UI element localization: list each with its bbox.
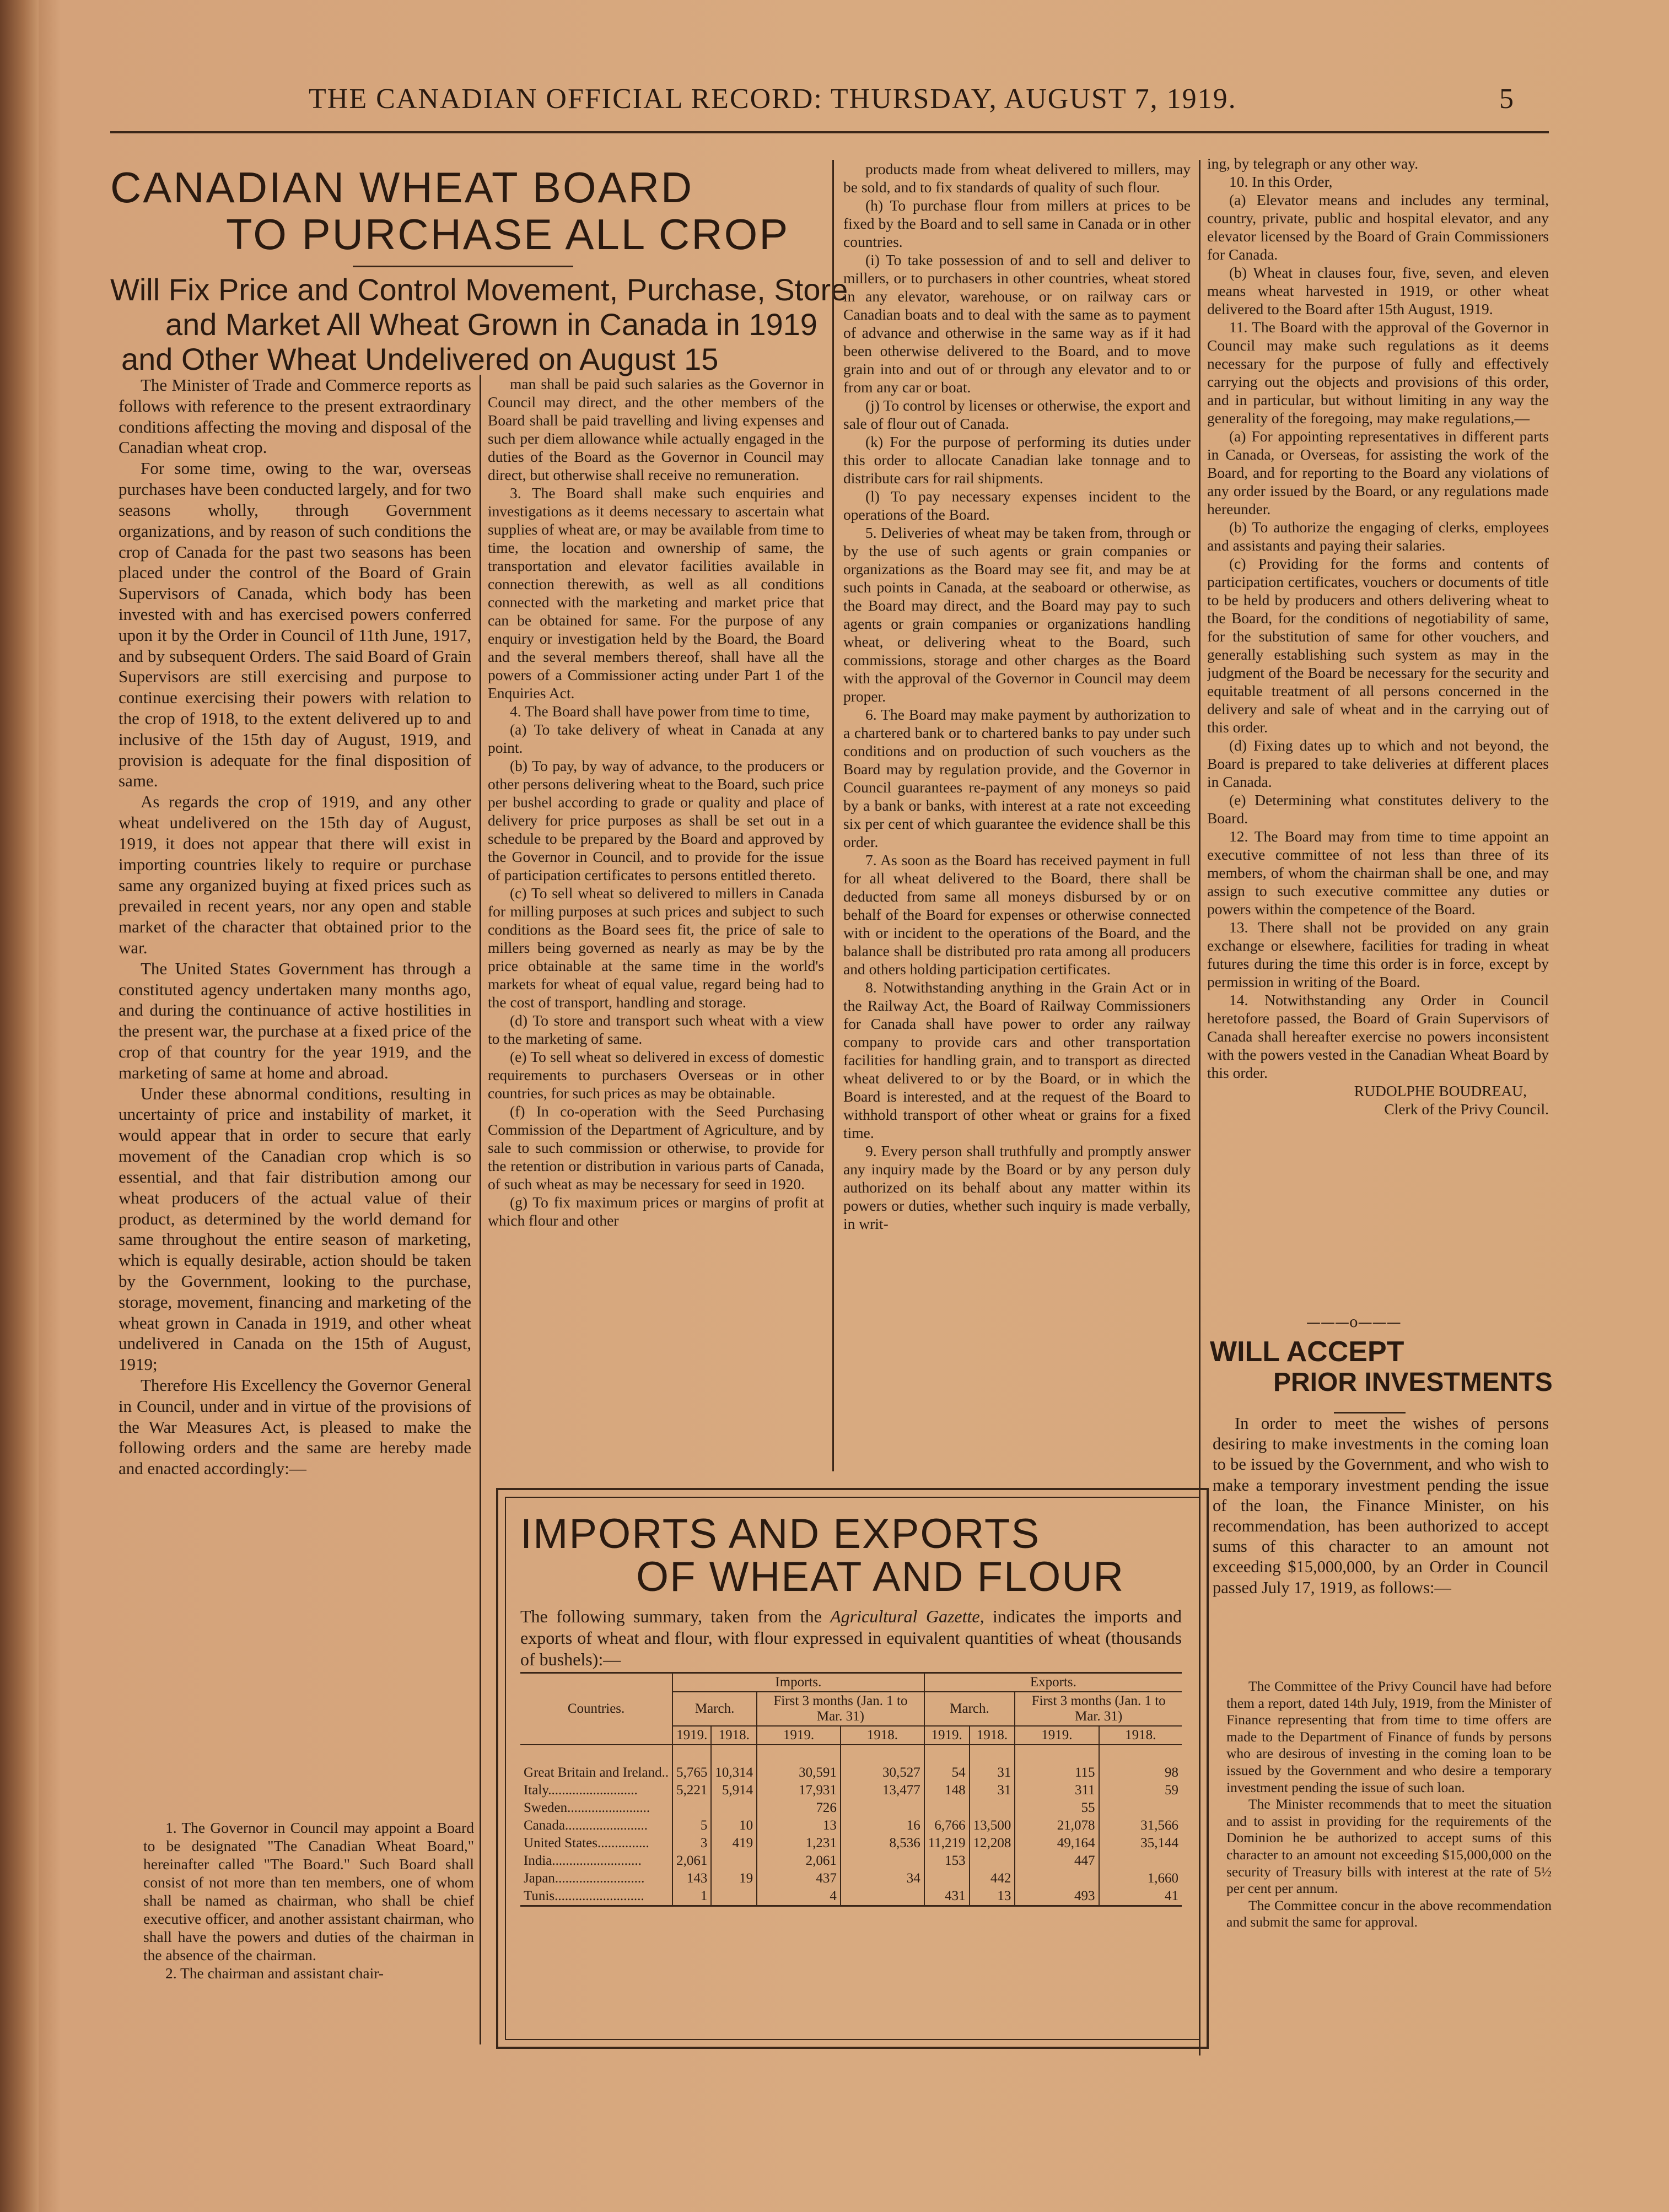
imports-march-header: March. <box>672 1692 757 1726</box>
value-cell: 35,144 <box>1099 1835 1182 1852</box>
paragraph: 14. Notwithstanding any Order in Council heretofore passed, the Board of Grain Supervisors of Canada shall hereafter exercise no powers inconsistent with the powers vested in the Canadian Wheat Board by this order. <box>1207 991 1549 1081</box>
value-cell: 5 <box>672 1817 711 1835</box>
country-cell: Canada........................ <box>524 1818 648 1833</box>
paragraph: (b) To authorize the engaging of clerks, employees and assistants and paying their salaries. <box>1207 519 1549 554</box>
paragraph: 11. The Board with the approval of the Governor in Council may make such regulations as it deems necessary for the purpose of fully and effectively carrying out the objects and provisions of this order, and in particular, but without limiting in any way the generality of the foregoing, may make regulations,— <box>1207 319 1549 427</box>
value-cell <box>841 1799 924 1817</box>
value-cell: 59 <box>1099 1782 1182 1799</box>
value-cell: 5,914 <box>711 1782 757 1799</box>
paragraph: 2. The chairman and assistant chair- <box>165 1965 384 1982</box>
country-cell: Sweden........................ <box>524 1800 650 1815</box>
paragraph: (a) To take delivery of wheat in Canada at any point. <box>488 721 824 756</box>
paragraph: (h) To purchase flour from millers at prices to be fixed by the Board and to sell same in Canada or in other countries. <box>843 197 1191 250</box>
table-row <box>520 1817 1182 1835</box>
table-row <box>520 1799 1182 1817</box>
paragraph: 12. The Board may from time to time appoint an executive committee of not less than three of its members, of whom the chairman shall be one, and may assign to such executive committee any duties or powers within the competence of the Board. <box>1207 828 1549 918</box>
paragraph: As regards the crop of 1919, and any other wheat undelivered on the 15th day of August, 1919, it does not appear that there will exist in importing countries likely to require or purchase same any organized buying at fixed prices such as prevailed in recent years, nor any open and stable market of the character that obtained prior to the war. <box>119 792 471 957</box>
paragraph: The Committee of the Privy Council have had before them a report, dated 14th July, 1919, from the Minister of Finance representing that from time to time offers are made to the Department of Finance of funds by persons who are desirous of investing in the coming loan to be issued by the Government and who desire a temporary investment pending the issue of such loan. <box>1226 1678 1552 1795</box>
paragraph: (a) For appointing representatives in different parts in Canada, or Overseas, for assisting the work of the Board, and for reporting to the Board any violations of any order issued by the Board, or any regulations made hereunder. <box>1207 428 1549 517</box>
country-cell: Japan.......................... <box>524 1871 645 1886</box>
article1-column1-order <box>143 1819 474 2055</box>
paragraph: (c) To sell wheat so delivered to millers in Canada for milling purposes at such prices and subject to such conditions as the Board sees fit, the price of sale to millers being governed as nearly as may be by the price obtainable at the same time in the world's markets for wheat of equal value, regard being had to the cost of transport, handling and storage. <box>488 884 824 1011</box>
paragraph: Therefore His Excellency the Governor General in Council, under and in virtue of the provisions of the War Measures Act, is pleased to make the following orders and the same are hereby made and enacted accordingly:— <box>119 1375 471 1479</box>
value-cell: 4 <box>757 1887 841 1906</box>
intro-source: Agricultural Gazette, <box>830 1606 984 1626</box>
country-cell: Tunis.......................... <box>520 1887 672 1906</box>
value-cell: 17,931 <box>757 1782 841 1799</box>
country-cell: United States............... <box>524 1836 649 1850</box>
value-cell <box>672 1799 711 1817</box>
article2-body <box>1213 1413 1549 1678</box>
article1-column1 <box>119 375 471 1819</box>
paragraph: (i) To take possession of and to sell and deliver to millers, or to purchasers in other countries, wheat stored in any elevator, warehouse, or on railway cars or Canadian boats and to deal with the same as to payment of advance and otherwise in the same way as if it had been otherwise delivered to the Board, and to move grain into and out of or through any elevator and to or from any car or boat. <box>843 251 1191 396</box>
article3-headline-line2: OF WHEAT AND FLOUR <box>636 1553 1125 1600</box>
value-cell <box>1099 1799 1182 1817</box>
imports-first3-header: First 3 months (Jan. 1 to Mar. 31) <box>757 1692 924 1726</box>
paragraph: (j) To control by licenses or otherwise, the export and sale of flour out of Canada. <box>843 397 1191 432</box>
paragraph: In order to meet the wishes of persons desiring to make investments in the coming loan to be issued by the Government, and who wish to make a temporary investment pending the issue of the loan, the Finance Minister, on his recommendation, has been authorized to accept sums of this character to an amount not exceeding $15,000,000, by an Order in Council passed July 17, 1919, as follows:— <box>1213 1414 1549 1597</box>
paragraph: The Committee concur in the above recommendation and submit the same for approval. <box>1226 1897 1552 1930</box>
value-cell: 143 <box>672 1870 711 1887</box>
article3-intro <box>520 1606 1182 1670</box>
table-body <box>520 1745 1182 1906</box>
country-cell: India.......................... <box>524 1853 642 1868</box>
headline-line1: CANADIAN WHEAT BOARD <box>110 163 694 212</box>
paragraph: 6. The Board may make payment by authorization to a chartered bank or to chartered banks to pay under such conditions and on production of such vouchers as the Board may by regulation provide, and the Governor in Council guarantees re-payment of any moneys so paid by a bank or banks, with interest at a rate not exceeding six per cent of which guarantee the evidence shall be this order. <box>843 706 1191 850</box>
paragraph: 8. Notwithstanding anything in the Grain Act or in the Railway Act, the Board of Railway Commissioners for Canada shall have power to order any railway company to provide cars and other transportation facilities for handling grain, and to transport as directed wheat delivered to or by the Board, or in which the Board is interested, and at the request of the Board to withhold transport of other wheat or grains for a fixed time. <box>843 979 1191 1141</box>
article1-column3 <box>843 160 1191 1477</box>
value-cell: 21,078 <box>1015 1817 1099 1835</box>
intro-text: The following summary, taken from the <box>520 1606 831 1626</box>
value-cell: 726 <box>757 1799 841 1817</box>
paragraph: (e) Determining what constitutes delivery to the Board. <box>1207 791 1549 827</box>
headline-line2: TO PURCHASE ALL CROP <box>226 210 790 258</box>
value-cell <box>924 1870 970 1887</box>
paragraph: 10. In this Order, <box>1229 173 1333 190</box>
value-cell: 98 <box>1099 1745 1182 1782</box>
column-rule-2 <box>832 160 834 1471</box>
signature-name: RUDOLPHE BOUDREAU, <box>1354 1082 1527 1099</box>
value-cell: 3 <box>672 1835 711 1852</box>
paragraph: man shall be paid such salaries as the Governor in Council may direct, and the other members of the Board shall be paid travelling and living expenses and such per diem allowance while actually engaged in the duties of the Board as the Governor in Council may direct, but otherwise shall receive no remuneration. <box>488 375 824 483</box>
countries-header: Countries. <box>520 1673 672 1745</box>
value-cell: 1 <box>672 1887 711 1906</box>
paragraph: (b) To pay, by way of advance, to the producers or other persons delivering wheat to the Board, such price per bushel according to grade or quality and place of delivery for price purposes as shall be set out in a schedule to be prepared by the Board and approved by the Governor in Council, and to provide for the issue of participation certificates to persons entitled thereto. <box>488 757 824 883</box>
table-row <box>520 1835 1182 1852</box>
value-cell: 1,231 <box>757 1835 841 1852</box>
running-head: THE CANADIAN OFFICIAL RECORD: THURSDAY, AUGUST 7, 1919. <box>309 83 1237 115</box>
year-header: 1919. <box>757 1726 841 1745</box>
value-cell: 115 <box>1015 1745 1099 1782</box>
column-rule-1 <box>480 375 481 2044</box>
value-cell: 437 <box>757 1870 841 1887</box>
value-cell: 1,660 <box>1099 1870 1182 1887</box>
intro-text: indicates the imports and exports of wheat and flour, with flour expressed in equivalent quantities of wheat (thousands of bushels):— <box>520 1606 1182 1670</box>
headline-rule <box>353 266 573 267</box>
signature-title: Clerk of the Privy Council. <box>1384 1100 1549 1118</box>
value-cell <box>841 1887 924 1906</box>
value-cell: 8,536 <box>841 1835 924 1852</box>
year-header: 1919. <box>672 1726 711 1745</box>
value-cell: 2,061 <box>672 1852 711 1870</box>
paragraph: For some time, owing to the war, overseas purchases have been conducted largely, and for two seasons wholly, through Government organizations, and by reason of such conditions the crop of Canada for the past two seasons has been placed under the control of the Board of Grain Supervisors of Canada, which body has been invested with and has exercised powers conferred upon it by the Order in Council of 11th June, 1917, and by subsequent Orders. The said Board of Grain Supervisors are still exercising and purpose to continue exercising their powers with relation to the crop of 1918, to the extent delivered up to and inclusive of the 15th day of August, 1919, and provision is adequate for the final disposition of same. <box>119 458 471 791</box>
paragraph: (d) To store and transport such wheat with a view to the marketing of same. <box>488 1012 824 1047</box>
paragraph: 5. Deliveries of wheat may be taken from, through or by the use of such agents or grain companies or organizations as the Board may see fit, and may be at such points in Canada, at the seaboard or otherwise, as the Board may direct, and the Board may pay to such agents or grain companies or organizations handling wheat, or delivering wheat to the Board, such commissions, storage and other charges as the Board with the approval of the Governor in Council may deem proper. <box>843 524 1191 705</box>
paragraph: 7. As soon as the Board has received payment in full for all wheat delivered to the Board, there shall be deducted from same all moneys disbursed by or on behalf of the Board for expenses or otherwise connected with or incident to the operations of the Board, and the balance shall be distributed pro rata among all producers and others holding participation certificates. <box>843 851 1191 978</box>
paragraph: (c) Providing for the forms and contents of participation certificates, vouchers or documents of title to be held by producers and others delivering wheat to the Board, for the conditions of negotiability of same, for the substitution of same for other vouchers, and generally establishing such system as may in the judgment of the Board be necessary for the security and equitable treatment of all persons concerned in the delivery and sale of wheat and in the carrying out of this order. <box>1207 555 1549 736</box>
table-row <box>520 1745 1182 1782</box>
paragraph: The Minister of Trade and Commerce reports as follows with reference to the present extraordinary conditions affecting the moving and disposal of the Canadian wheat crop. <box>119 375 471 457</box>
year-header: 1918. <box>970 1726 1015 1745</box>
deck-line2: and Market All Wheat Grown in Canada in 1919 <box>165 307 817 342</box>
value-cell <box>841 1852 924 1870</box>
value-cell <box>711 1887 757 1906</box>
value-cell: 16 <box>841 1817 924 1835</box>
table-row <box>520 1852 1182 1870</box>
value-cell: 13 <box>970 1887 1015 1906</box>
paragraph: 3. The Board shall make such enquiries and investigations as it deems necessary to ascertain what supplies of wheat are, or may be available from time to time, the location and ownership of same, the transportation and elevator facilities available in connection therewith, as well as all conditions connected with the marketing and market price that can be obtained for same. For the purpose of any enquiry or investigation held by the Board, the Board and the several members thereof, shall have all the powers of a Commissioner acting under Part 1 of the Enquiries Act. <box>488 484 824 702</box>
value-cell: 13,477 <box>841 1782 924 1799</box>
paragraph: 4. The Board shall have power from time to time, <box>510 703 810 720</box>
article1-column4 <box>1207 154 1549 1312</box>
year-header: 1918. <box>841 1726 924 1745</box>
value-cell: 442 <box>970 1870 1015 1887</box>
value-cell: 30,591 <box>757 1745 841 1782</box>
article1-column2 <box>488 375 824 1477</box>
article3-headline-line1: IMPORTS AND EXPORTS <box>520 1510 1041 1557</box>
country-cell: Great Britain and Ireland.. <box>524 1765 669 1780</box>
year-header: 1918. <box>711 1726 757 1745</box>
value-cell: 493 <box>1015 1887 1099 1906</box>
value-cell <box>1015 1870 1099 1887</box>
value-cell: 49,164 <box>1015 1835 1099 1852</box>
table-row <box>520 1887 1182 1906</box>
value-cell: 10 <box>711 1817 757 1835</box>
value-cell: 6,766 <box>924 1817 970 1835</box>
page-number: 5 <box>1499 83 1514 115</box>
year-header: 1919. <box>924 1726 970 1745</box>
exports-march-header: March. <box>924 1692 1015 1726</box>
value-cell: 153 <box>924 1852 970 1870</box>
value-cell: 13 <box>757 1817 841 1835</box>
value-cell: 5,221 <box>672 1782 711 1799</box>
article2-order <box>1226 1678 1552 2020</box>
value-cell: 311 <box>1015 1782 1099 1799</box>
value-cell <box>711 1852 757 1870</box>
paragraph: products made from wheat delivered to millers, may be sold, and to fix standards of quality of such flour. <box>843 160 1191 196</box>
value-cell <box>970 1799 1015 1817</box>
paragraph: 13. There shall not be provided on any grain exchange or elsewhere, facilities for trading in wheat futures during the time this order is in force, except by permission in writing of the Board. <box>1207 919 1549 990</box>
value-cell: 34 <box>841 1870 924 1887</box>
value-cell: 55 <box>1015 1799 1099 1817</box>
imports-header: Imports. <box>672 1673 924 1692</box>
paragraph: (a) Elevator means and includes any terminal, country, private, public and hospital elevator, and any elevator licensed by the Board of Grain Commissioners for Canada. <box>1207 191 1549 263</box>
value-cell: 447 <box>1015 1852 1099 1870</box>
paragraph: (e) To sell wheat so delivered in excess of domestic requirements to purchasers Overseas or in other countries, for such prices as may be obtainable. <box>488 1048 824 1102</box>
value-cell: 10,314 <box>711 1745 757 1782</box>
paragraph: 9. Every person shall truthfully and promptly answer any inquiry made by the Board or by any person duly authorized on its behalf about any matter within its powers or duties, whether such inquiry is made verbally, in writ- <box>843 1142 1191 1232</box>
value-cell: 31 <box>970 1745 1015 1782</box>
value-cell: 419 <box>711 1835 757 1852</box>
value-cell: 5,765 <box>672 1745 711 1782</box>
year-header: 1919. <box>1015 1726 1099 1745</box>
value-cell: 148 <box>924 1782 970 1799</box>
paragraph: The United States Government has through a constituted agency undertaken many months ago, and during the continuance of active hostilities in the present war, the purchase at a fixed price of the crop of that country for the year 1919, and the marketing of same at home and abroad. <box>119 958 471 1082</box>
value-cell: 13,500 <box>970 1817 1015 1835</box>
paragraph: (k) For the purpose of performing its duties under this order to allocate Canadian lake tonnage and to distribute cars for rail shipments. <box>843 433 1191 487</box>
imports-exports-box <box>496 1488 1209 2049</box>
deck-line1: Will Fix Price and Control Movement, Purchase, Store <box>110 272 848 307</box>
paragraph: Under these abnormal conditions, resulting in uncertainty of price and instability of market, it would appear that in order to secure that early movement of the Canadian crop which is so essential, and that fair distribution among our wheat producers of the actual value of their product, as determined by the world demand for same throughout the entire season of marketing, which is equally desirable, action should be taken by the Government, looking to the purchase, storage, movement, financing and marketing of the wheat grown in Canada in 1919, and other wheat undelivered in Canada on the 15th of August, 1919; <box>119 1083 471 1374</box>
article2-headline-line2: PRIOR INVESTMENTS <box>1273 1368 1553 1397</box>
imports-exports-table <box>520 1672 1182 1907</box>
paragraph: 1. The Governor in Council may appoint a Board to be designated "The Canadian Wheat Board," hereinafter called "The Board." Such Board shall consist of not more than ten members, one of whom shall be named as chairman, who shall be chief executive officer, and another assistant chairman, who shall have the powers and duties of the chairman in the absence of the chairman. <box>143 1819 474 1963</box>
value-cell: 11,219 <box>924 1835 970 1852</box>
paragraph: (g) To fix maximum prices or margins of profit at which flour and other <box>488 1194 824 1229</box>
value-cell <box>1099 1852 1182 1870</box>
header-rule <box>110 131 1549 133</box>
year-header: 1918. <box>1099 1726 1182 1745</box>
paragraph: (d) Fixing dates up to which and not beyond, the Board is prepared to take deliveries at different places in Canada. <box>1207 737 1549 790</box>
exports-header: Exports. <box>924 1673 1182 1692</box>
value-cell: 31,566 <box>1099 1817 1182 1835</box>
paragraph: ing, by telegraph or any other way. <box>1207 155 1419 172</box>
article2-headline-line1: WILL ACCEPT <box>1210 1336 1404 1368</box>
section-ornament: ———o——— <box>1306 1314 1401 1331</box>
value-cell: 54 <box>924 1745 970 1782</box>
paragraph: (l) To pay necessary expenses incident to the operations of the Board. <box>843 488 1191 523</box>
page-gutter-shadow <box>0 0 39 2212</box>
paragraph: (f) In co-operation with the Seed Purchasing Commission of the Department of Agriculture, and by sale to such commission or otherwise, to provide for the retention or distribution in various parts of Canada, of such wheat as may be necessary for seed in 1920. <box>488 1103 824 1193</box>
value-cell: 2,061 <box>757 1852 841 1870</box>
paragraph: (b) Wheat in clauses four, five, seven, and eleven means wheat harvested in 1919, or other wheat delivered to the Board after 15th August, 1919. <box>1207 264 1549 317</box>
exports-first3-header: First 3 months (Jan. 1 to Mar. 31) <box>1015 1692 1182 1726</box>
value-cell: 31 <box>970 1782 1015 1799</box>
value-cell: 41 <box>1099 1887 1182 1906</box>
value-cell: 30,527 <box>841 1745 924 1782</box>
country-cell: Italy.......................... <box>524 1783 638 1798</box>
value-cell <box>924 1799 970 1817</box>
table-row <box>520 1782 1182 1799</box>
paragraph: The Minister recommends that to meet the situation and to assist in providing for the requirements of the Dominion he be authorized to accept sums of this character to an amount not exceeding $15,000,000 on the security of Treasury bills with interest at the rate of 5½ per cent per annum. <box>1226 1796 1552 1897</box>
table-row <box>520 1870 1182 1887</box>
value-cell <box>970 1852 1015 1870</box>
value-cell: 19 <box>711 1870 757 1887</box>
value-cell <box>711 1799 757 1817</box>
value-cell: 12,208 <box>970 1835 1015 1852</box>
deck-line3: and Other Wheat Undelivered on August 15 <box>121 342 719 376</box>
value-cell: 431 <box>924 1887 970 1906</box>
